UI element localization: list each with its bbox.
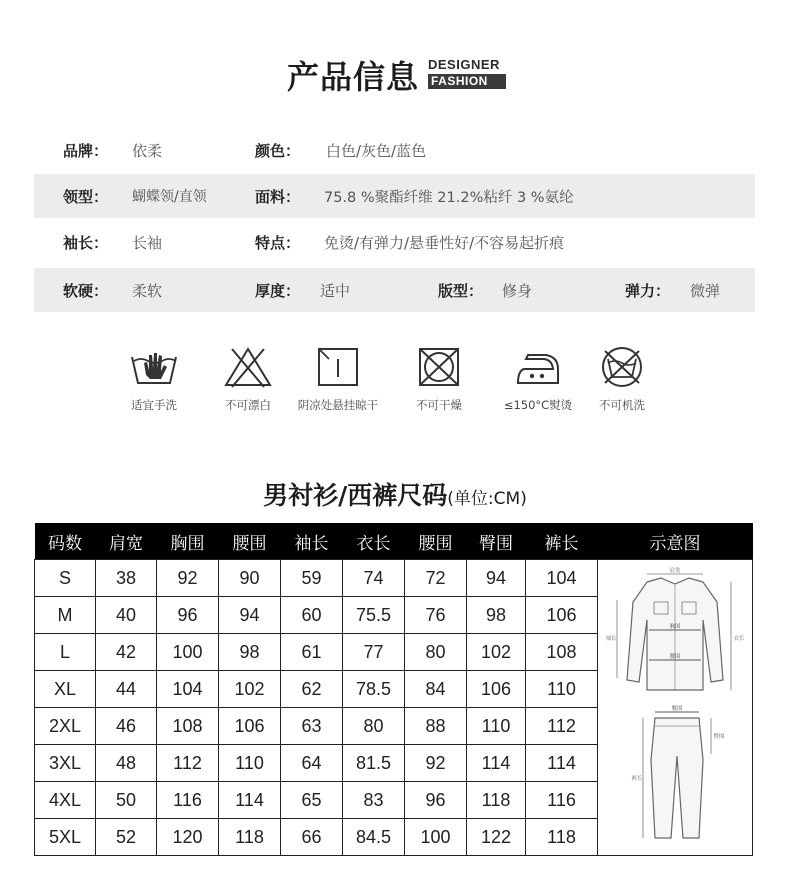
cell-sleeve: 64 [281, 745, 343, 782]
cell-hip: 114 [467, 745, 526, 782]
cell-chest: 92 [157, 560, 219, 597]
shirt-diagram-icon [605, 566, 745, 690]
info-label: 颜色： [255, 142, 301, 160]
cell-shirt-length: 74 [343, 560, 405, 597]
size-diagram [599, 560, 752, 850]
cell-shirt-length: 75.5 [343, 597, 405, 634]
cell-pants-length: 112 [526, 708, 598, 745]
header-shoulder: 肩宽 [96, 523, 157, 560]
cell-shirt-waist: 118 [219, 819, 281, 856]
diagram-label-shoulder: 肩宽 [668, 568, 681, 574]
cell-sleeve: 60 [281, 597, 343, 634]
info-label: 领型： [63, 188, 109, 206]
info-value: 适中 [320, 282, 351, 300]
header-size: 码数 [35, 523, 96, 560]
cell-shirt-length: 83 [343, 782, 405, 819]
cell-hip: 106 [467, 671, 526, 708]
cell-shirt-waist: 98 [219, 634, 281, 671]
header-pants-waist: 腰围 [405, 523, 467, 560]
info-value: 修身 [502, 282, 533, 300]
header-sleeve: 袖长 [281, 523, 343, 560]
cell-size: S [35, 560, 96, 597]
info-row-sleeve [34, 220, 755, 264]
iron-icon [512, 345, 564, 389]
header-shirt-waist: 腰围 [219, 523, 281, 560]
care-label: 阴凉处悬挂晾干 [297, 398, 379, 412]
info-label: 厚度： [255, 282, 301, 300]
cell-size: 3XL [35, 745, 96, 782]
cell-shirt-length: 78.5 [343, 671, 405, 708]
cell-shoulder: 42 [96, 634, 157, 671]
cell-shirt-length: 77 [343, 634, 405, 671]
cell-size: 2XL [35, 708, 96, 745]
cell-pants-length: 104 [526, 560, 598, 597]
diagram-label-pants-waist: 腰围 [670, 706, 683, 712]
cell-sleeve: 66 [281, 819, 343, 856]
care-label: 适宜手洗 [131, 398, 177, 412]
header-diagram: 示意图 [598, 523, 753, 560]
diagram-label-sleeve: 袖长 [604, 636, 617, 642]
cell-pants-length: 114 [526, 745, 598, 782]
care-item [384, 345, 494, 413]
cell-hip: 122 [467, 819, 526, 856]
cell-shirt-length: 81.5 [343, 745, 405, 782]
no-tumble-dry-icon [413, 345, 465, 389]
size-table-header [35, 523, 753, 560]
cell-chest: 112 [157, 745, 219, 782]
info-label: 版型： [438, 282, 484, 300]
care-label: 不可漂白 [225, 398, 271, 412]
cell-shirt-waist: 94 [219, 597, 281, 634]
info-value: 75.8 %聚酯纤维 21.2%粘纤 3 %氨纶 [324, 190, 574, 206]
cell-chest: 116 [157, 782, 219, 819]
cell-size: 4XL [35, 782, 96, 819]
cell-hip: 94 [467, 560, 526, 597]
cell-pants-length: 108 [526, 634, 598, 671]
diagram-label-shirt-waist: 腰围 [668, 654, 681, 660]
brand-tagline [428, 58, 506, 89]
diagram-label-hip: 臀围 [712, 734, 725, 740]
page-title: 产品信息 [287, 58, 420, 96]
cell-sleeve: 65 [281, 782, 343, 819]
cell-shirt-length: 80 [343, 708, 405, 745]
cell-shoulder: 48 [96, 745, 157, 782]
cell-shoulder: 40 [96, 597, 157, 634]
cell-sleeve: 61 [281, 634, 343, 671]
cell-chest: 108 [157, 708, 219, 745]
cell-shoulder: 50 [96, 782, 157, 819]
cell-pants-waist: 80 [405, 634, 467, 671]
header-chest: 胸围 [157, 523, 219, 560]
cell-shirt-waist: 110 [219, 745, 281, 782]
cell-pants-waist: 72 [405, 560, 467, 597]
info-value: 微弹 [690, 282, 721, 300]
cell-size: L [35, 634, 96, 671]
cell-sleeve: 63 [281, 708, 343, 745]
cell-chest: 104 [157, 671, 219, 708]
info-row-collar [34, 174, 755, 218]
diagram-label-shirt-length: 衣长 [732, 636, 745, 642]
cell-size: XL [35, 671, 96, 708]
cell-shoulder: 46 [96, 708, 157, 745]
cell-pants-waist: 100 [405, 819, 467, 856]
cell-sleeve: 62 [281, 671, 343, 708]
cell-pants-waist: 76 [405, 597, 467, 634]
hand-wash-icon [128, 345, 180, 389]
cell-shoulder: 52 [96, 819, 157, 856]
size-table [34, 523, 753, 856]
line-dry-shade-icon [312, 345, 364, 389]
cell-chest: 120 [157, 819, 219, 856]
cell-sleeve: 59 [281, 560, 343, 597]
size-chart-unit: (单位:CM) [447, 489, 527, 509]
cell-pants-length: 118 [526, 819, 598, 856]
cell-pants-waist: 88 [405, 708, 467, 745]
info-value: 长袖 [132, 234, 163, 252]
info-label: 特点： [255, 234, 301, 252]
cell-shirt-waist: 114 [219, 782, 281, 819]
cell-shoulder: 44 [96, 671, 157, 708]
cell-shoulder: 38 [96, 560, 157, 597]
pants-diagram-icon [631, 704, 725, 838]
cell-hip: 110 [467, 708, 526, 745]
diagram-label-pants-length: 裤长 [630, 776, 643, 782]
cell-chest: 96 [157, 597, 219, 634]
cell-hip: 118 [467, 782, 526, 819]
header-shirt-length: 衣长 [343, 523, 405, 560]
cell-hip: 102 [467, 634, 526, 671]
tagline-designer: DESIGNER [428, 57, 500, 72]
no-machine-wash-icon [596, 345, 648, 389]
care-label: 不可机洗 [599, 398, 645, 412]
cell-pants-waist: 84 [405, 671, 467, 708]
care-item [567, 345, 677, 413]
cell-shirt-length: 84.5 [343, 819, 405, 856]
info-row-texture [34, 268, 755, 312]
care-label: ≤150°C熨烫 [503, 398, 573, 412]
cell-pants-length: 110 [526, 671, 598, 708]
table-row [35, 560, 753, 597]
cell-pants-waist: 96 [405, 782, 467, 819]
cell-size: 5XL [35, 819, 96, 856]
cell-shirt-waist: 90 [219, 560, 281, 597]
info-value: 蝴蝶领/直领 [132, 189, 207, 205]
cell-chest: 100 [157, 634, 219, 671]
size-chart-title-text: 男衬衫/西裤尺码 [263, 481, 448, 510]
cell-hip: 98 [467, 597, 526, 634]
care-label: 不可干燥 [416, 398, 462, 412]
info-value: 白色/灰色/蓝色 [326, 142, 427, 160]
cell-shirt-waist: 102 [219, 671, 281, 708]
info-value: 免烫/有弹力/悬垂性好/不容易起折痕 [324, 234, 565, 252]
info-label: 袖长： [63, 234, 109, 252]
info-label: 面料： [255, 188, 301, 206]
header-pants-length: 裤长 [526, 523, 598, 560]
diagram-label-chest: 胸围 [668, 624, 681, 630]
cell-shirt-waist: 106 [219, 708, 281, 745]
care-item [283, 345, 393, 413]
header-hip: 臀围 [467, 523, 526, 560]
cell-size: M [35, 597, 96, 634]
size-diagram-cell [598, 560, 753, 856]
info-label: 软硬： [63, 282, 109, 300]
info-row-brand [34, 128, 755, 172]
cell-pants-waist: 92 [405, 745, 467, 782]
info-label: 品牌： [63, 142, 109, 160]
cell-pants-length: 106 [526, 597, 598, 634]
size-chart-title [0, 476, 790, 512]
info-value: 柔软 [132, 282, 163, 300]
info-value: 依柔 [132, 142, 163, 160]
info-label: 弹力： [625, 282, 671, 300]
cell-pants-length: 116 [526, 782, 598, 819]
no-bleach-icon [222, 345, 274, 389]
tagline-fashion: FASHION [428, 74, 506, 89]
